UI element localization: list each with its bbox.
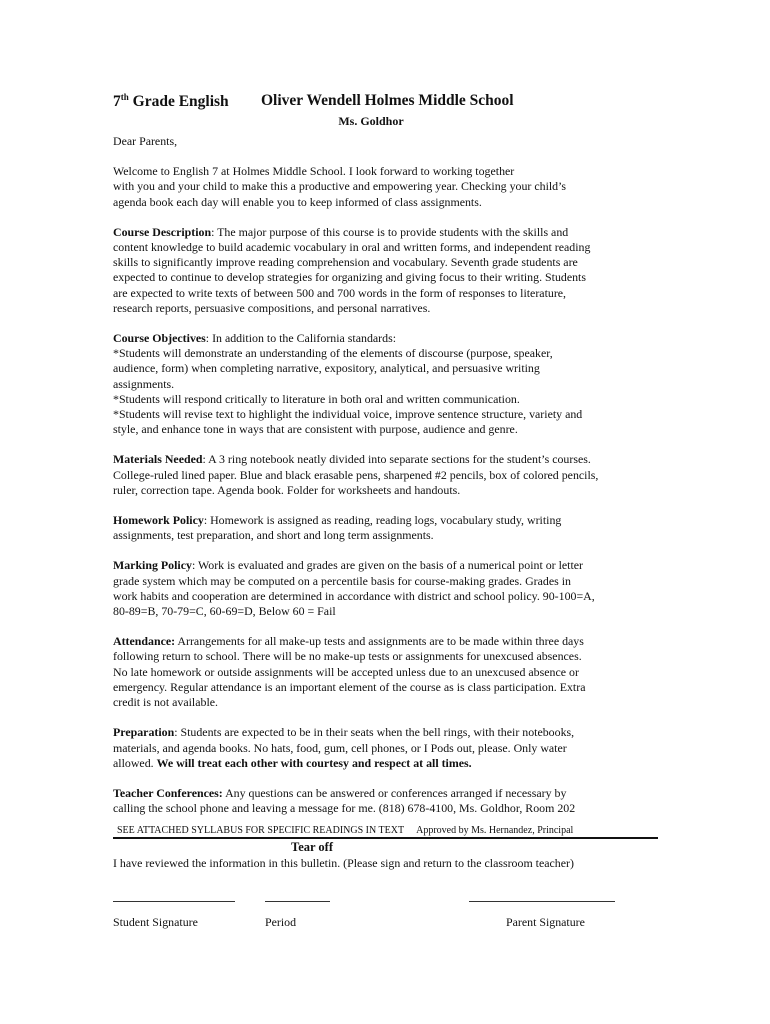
section-line: : A 3 ring notebook neatly divided into separate sections for the student’s courses. xyxy=(202,452,591,467)
section-line: *Students will revise text to highlight the individual voice, improve sentence structure, variety and xyxy=(113,407,583,422)
grade-suffix: th xyxy=(120,92,129,102)
section-line: credit is not available. xyxy=(113,695,218,710)
section-line: College-ruled lined paper. Blue and black erasable pens, sharpened #2 pencils, box of colored pencils, xyxy=(113,467,599,482)
section-line: content knowledge to build academic vocabulary in oral and written forms, and independent reading xyxy=(113,240,591,255)
section-line: emergency. Regular attendance is an important element of the course as is class participation. Extra xyxy=(113,679,586,694)
course-title xyxy=(113,92,229,111)
document-header xyxy=(113,92,673,114)
student-signature-label: Student Signature xyxy=(113,915,198,929)
section-title: Course Objectives xyxy=(113,331,206,346)
teacher-name: Ms. Goldhor xyxy=(338,114,404,128)
section-title: Marking Policy xyxy=(113,558,192,573)
section-line: audience, form) when completing narrative, expository, analytical, and persuasive writing xyxy=(113,361,540,376)
section-line: 80-89=B, 70-79=C, 60-69=D, Below 60 = Fail xyxy=(113,604,336,619)
section-title: Homework Policy xyxy=(113,513,204,528)
grade-rest: Grade English xyxy=(128,93,229,111)
section-line: *Students will respond critically to literature in both oral and written communication. xyxy=(113,391,520,406)
letter-body xyxy=(113,92,673,816)
welcome-line: with you and your child to make this a productive and empowering year. Checking your child’s xyxy=(113,179,567,194)
welcome-paragraph xyxy=(113,164,673,210)
section-line: Arrangements for all make-up tests and assignments are to be made within three days xyxy=(175,634,584,649)
parent-signature-line[interactable] xyxy=(469,901,615,902)
welcome-line: Welcome to English 7 at Holmes Middle School. I look forward to working together xyxy=(113,164,515,179)
approval-note: Approved by Ms. Hernandez, Principal xyxy=(416,825,574,836)
course-description-section xyxy=(113,225,673,316)
preparation-section xyxy=(113,725,673,771)
attendance-section xyxy=(113,634,673,710)
section-title: Materials Needed xyxy=(113,452,203,467)
section-line: allowed. xyxy=(113,755,157,770)
student-signature-line[interactable] xyxy=(113,901,235,902)
syllabus-footer xyxy=(113,824,658,837)
section-line: research reports, persuasive compositions, and personal narratives. xyxy=(113,300,431,315)
section-line: No late homework or outside assignments will be accepted unless due to an unexcused absence or xyxy=(113,664,579,679)
conferences-section xyxy=(113,786,673,816)
section-line: assignments, test preparation, and short and long term assignments. xyxy=(113,528,434,543)
review-statement: I have reviewed the information in this bulletin. (Please sign and return to the classroom teacher) xyxy=(113,856,574,870)
section-line: : Students are expected to be in their seats when the bell rings, with their notebooks, xyxy=(174,725,575,740)
welcome-line: agenda book each day will enable you to keep informed of class assignments. xyxy=(113,194,482,209)
section-line: skills to significantly improve reading comprehension and vocabulary. Seventh grade students are xyxy=(113,255,578,270)
section-line: assignments. xyxy=(113,376,175,391)
section-line: materials, and agenda books. No hats, food, gum, cell phones, or I Pods out, please. Only water xyxy=(113,740,567,755)
course-objectives-section xyxy=(113,331,673,437)
section-line: : The major purpose of this course is to provide students with the skills and xyxy=(211,224,569,239)
syllabus-note: SEE ATTACHED SYLLABUS FOR SPECIFIC READINGS IN TEXT xyxy=(117,825,405,836)
section-line: : Homework is assigned as reading, reading logs, vocabulary study, writing xyxy=(203,513,562,528)
section-line: following return to school. There will be no make-up tests or assignments for unexcused absences. xyxy=(113,649,582,664)
courtesy-statement: We will treat each other with courtesy and respect at all times. xyxy=(156,755,472,770)
materials-section xyxy=(113,452,673,498)
section-line: calling the school phone and leaving a message for me. (818) 678-4100, Ms. Goldhor, Room 202 xyxy=(113,801,576,816)
tear-off-divider xyxy=(113,837,658,839)
section-line: *Students will demonstrate an understanding of the elements of discourse (purpose, speaker, xyxy=(113,346,553,361)
section-line: grade system which may be computed on a percentile basis for course-making grades. Grades in xyxy=(113,573,571,588)
section-title: Teacher Conferences: xyxy=(113,785,223,800)
period-line[interactable] xyxy=(265,901,330,902)
section-line: : Work is evaluated and grades are given on the basis of a numerical point or letter xyxy=(191,558,584,573)
greeting: Dear Parents, xyxy=(113,134,178,148)
period-label: Period xyxy=(265,915,297,929)
homework-section xyxy=(113,513,673,543)
section-line: expected to continue to develop strategies for organizing and giving focus to their writing. Students xyxy=(113,270,586,285)
grade-number: 7 xyxy=(113,93,121,111)
tear-off-heading: Tear off xyxy=(291,840,334,854)
section-title: Attendance: xyxy=(113,634,176,649)
section-line: style, and enhance tone in ways that are consistent with purpose, audience and genre. xyxy=(113,422,518,437)
section-title: Preparation xyxy=(113,725,175,740)
section-line: ruler, correction tape. Agenda book. Folder for worksheets and handouts. xyxy=(113,482,461,497)
section-line: work habits and cooperation are determined in accordance with district and school policy. 90-100=A, xyxy=(113,588,595,603)
school-name: Oliver Wendell Holmes Middle School xyxy=(261,92,514,109)
section-line: are expected to write texts of between 500 and 700 words in the form of responses to literature, xyxy=(113,285,567,300)
parent-signature-label: Parent Signature xyxy=(506,915,585,929)
marking-section xyxy=(113,558,673,619)
section-title: Course Description xyxy=(113,224,212,239)
section-line: : In addition to the California standards: xyxy=(205,331,397,346)
section-line: Any questions can be answered or conferences arranged if necessary by xyxy=(222,785,567,800)
